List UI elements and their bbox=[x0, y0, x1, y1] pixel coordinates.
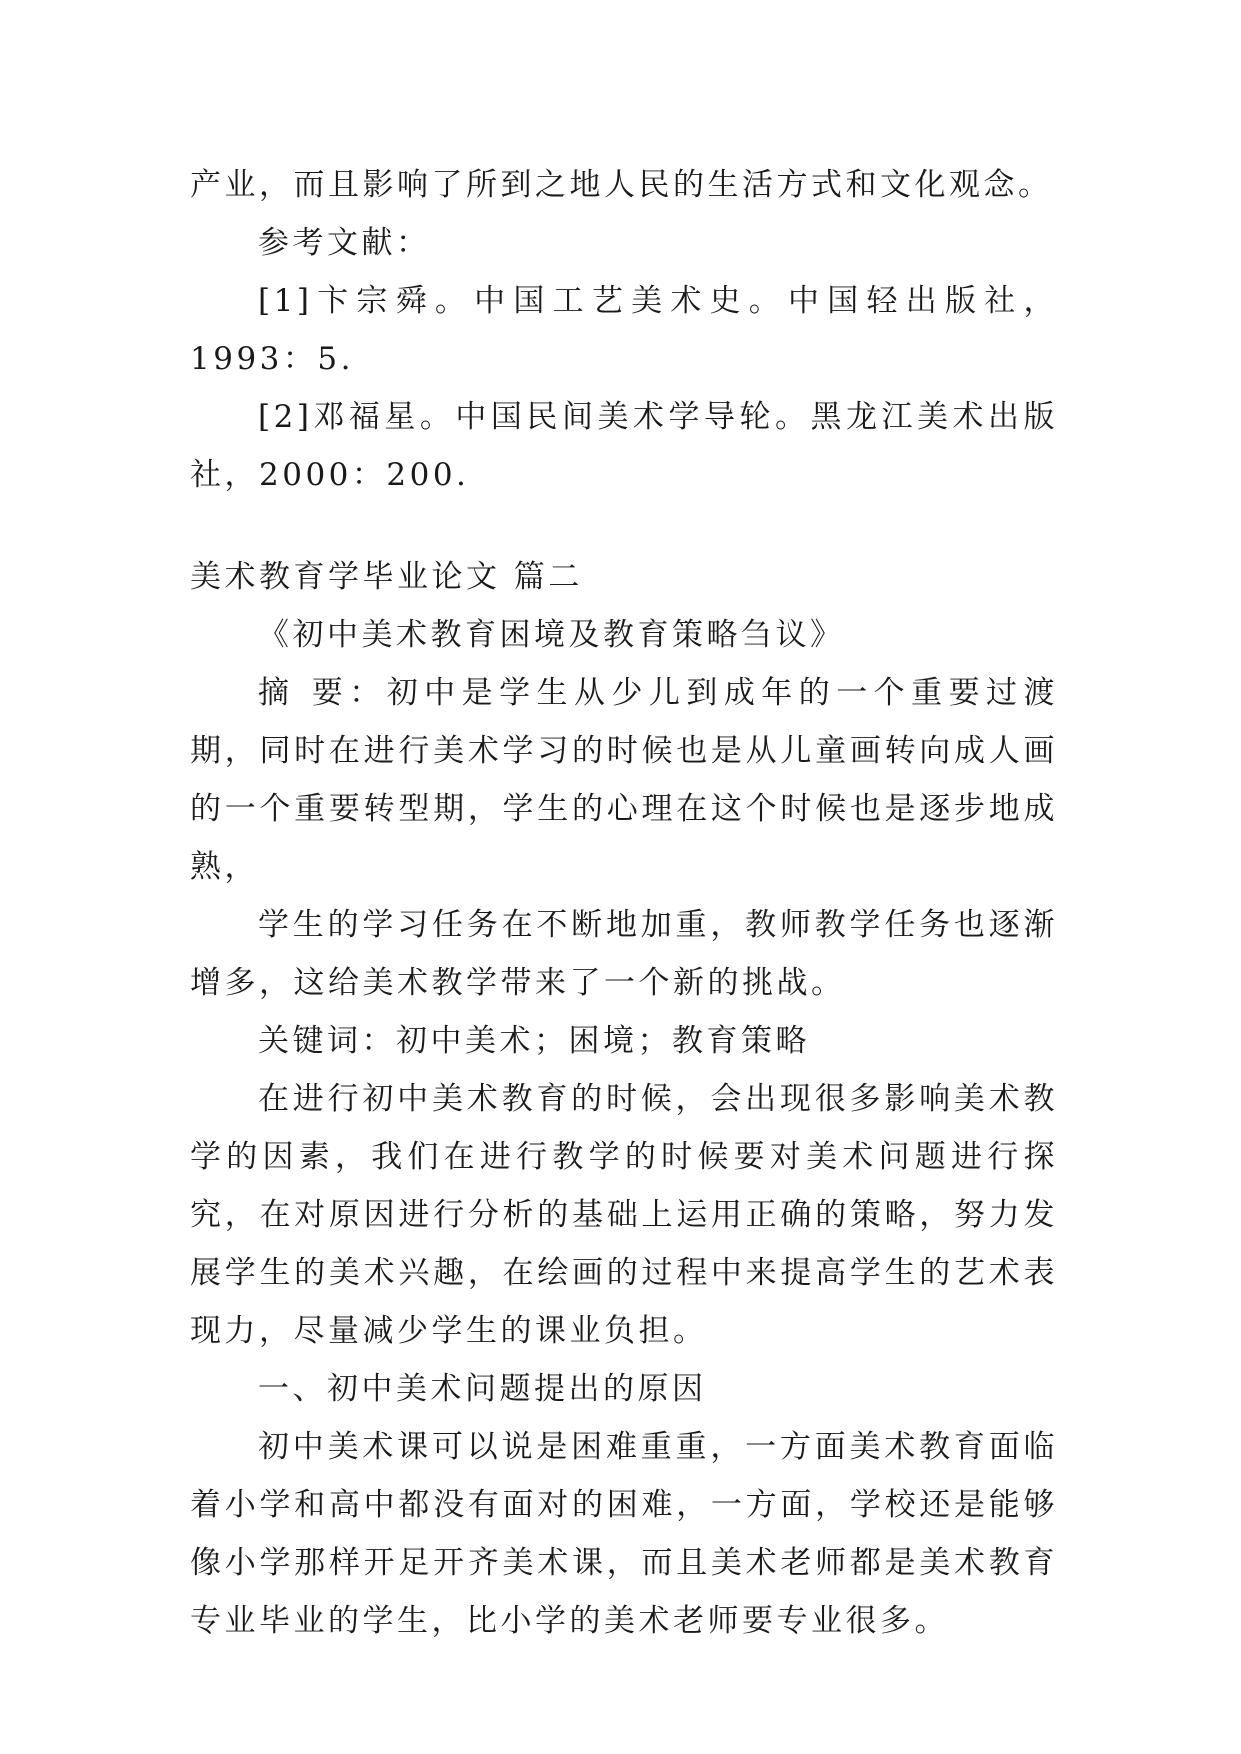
section-1-body: 初中美术课可以说是困难重重，一方面美术教育面临着小学和高中都没有面对的困难，一方面，学校还是能够像小学那样开足开齐美术课，而且美术老师都是美术教育专业毕业的学生，比小学的美术老师要专业很多。 bbox=[190, 1429, 1058, 1639]
keywords-line: 关键词：初中美术；困境；教育策略 bbox=[258, 1023, 810, 1059]
section-gap bbox=[190, 504, 1058, 548]
reference-item-2: [2]邓福星。中国民间美术学导轮。黑龙江美术出版社，2000：200. bbox=[190, 399, 1058, 493]
abstract-paragraph: 摘 要：初中是学生从少儿到成年的一个重要过渡期，同时在进行美术学习的时候也是从儿童画转向成人画的一个重要转型期，学生的心理在这个时候也是逐步地成熟， bbox=[190, 675, 1058, 885]
section-1-title: 一、初中美术问题提出的原因 bbox=[258, 1371, 707, 1407]
intro-paragraph: 在进行初中美术教育的时候，会出现很多影响美术教学的因素，我们在进行教学的时候要对美术问题进行探究，在对原因进行分析的基础上运用正确的策略，努力发展学生的美术兴趣，在绘画的过程中来提高学生的艺术表现力，尽量减少学生的课业负担。 bbox=[190, 1081, 1058, 1349]
document-body bbox=[190, 156, 1058, 1650]
reference-item-1: [1]卞宗舜。中国工艺美术史。中国轻出版社，1993：5. bbox=[190, 283, 1058, 377]
references-label: 参考文献： bbox=[258, 225, 431, 261]
abstract-continuation: 学生的学习任务在不断地加重，教师教学任务也逐渐增多，这给美术教学带来了一个新的挑战。 bbox=[190, 907, 1058, 1001]
closing-paragraph: 产业，而且影响了所到之地人民的生活方式和文化观念。 bbox=[190, 167, 1053, 203]
article-heading: 美术教育学毕业论文 篇二 bbox=[190, 559, 583, 595]
article-title: 《初中美术教育困境及教育策略刍议》 bbox=[258, 617, 845, 653]
